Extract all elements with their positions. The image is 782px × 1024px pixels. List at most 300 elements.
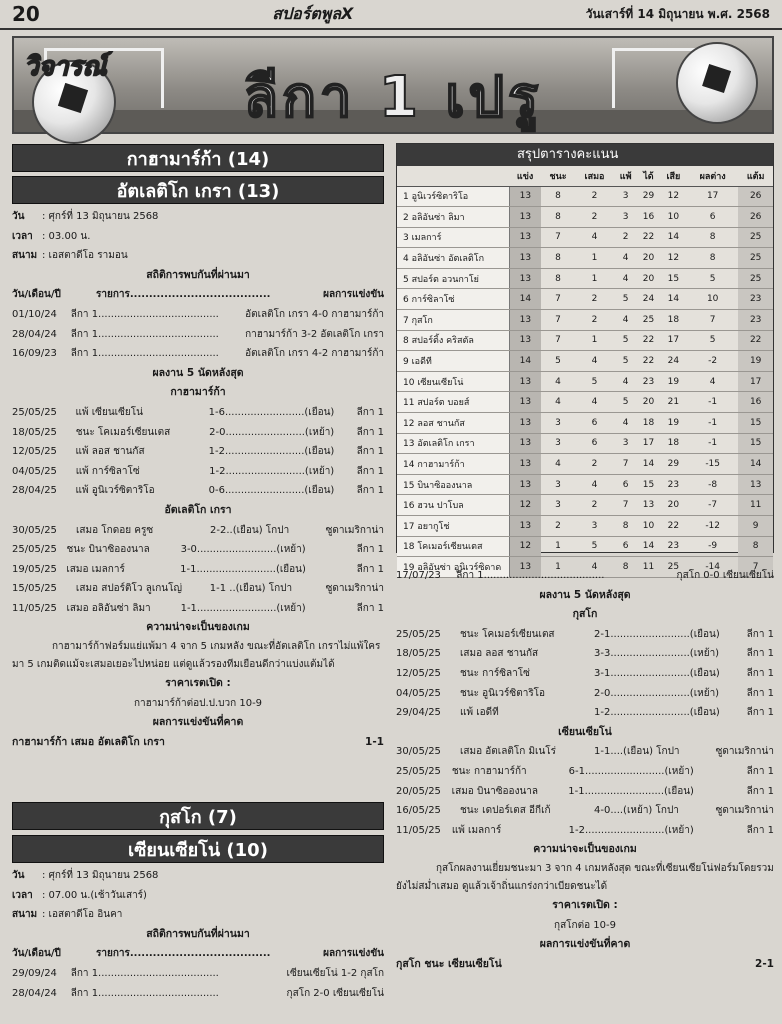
- stat-cell: 13: [509, 227, 541, 248]
- form-result: แพ้ การ์ซิลาโซ่: [75, 465, 140, 477]
- form-date: 04/05/25: [12, 465, 57, 477]
- stat-cell: 4: [614, 310, 637, 331]
- page-header: [0, 0, 782, 30]
- form-team-name: กาฮามาร์ก้า: [170, 386, 226, 399]
- stat-cell: 4: [687, 371, 738, 392]
- team-name: 3 เมลการ์: [397, 227, 509, 248]
- form-date: 30/05/25: [396, 746, 441, 758]
- stat-cell: -8: [687, 474, 738, 495]
- match2-away-title: เซียนเซียโน่ (10): [12, 835, 384, 863]
- form-score: 3-3.........................(เหย้า): [594, 648, 720, 660]
- stat-cell: 14: [637, 454, 660, 475]
- col-lost: แพ้: [614, 166, 637, 186]
- stat-cell: 7: [541, 310, 575, 331]
- standings-row: [397, 310, 773, 331]
- h2h-row: [12, 325, 384, 345]
- form-row: [396, 742, 774, 762]
- form-date: 12/05/25: [396, 667, 441, 679]
- form-row: [12, 540, 384, 560]
- h2h-title: สถิติการพบกันที่ผ่านมา: [146, 927, 250, 940]
- form-comp: ลีกา 1: [356, 563, 384, 575]
- stat-cell: 14: [660, 289, 687, 310]
- form-score: 1-1.........................(เยือน): [568, 785, 694, 797]
- form-result: แพ้ เอดีที: [460, 707, 499, 719]
- stat-cell: 4: [575, 351, 614, 372]
- form-score: 3-1.........................(เยือน): [594, 667, 720, 679]
- stat-cell: 2: [575, 310, 614, 331]
- stat-cell: 13: [738, 474, 773, 495]
- form-result: เสมอ อลิอันซ่า ลิมา: [66, 602, 151, 614]
- h2h-row: [12, 344, 384, 364]
- stat-cell: 5: [575, 536, 614, 557]
- stat-cell: 4: [614, 413, 637, 434]
- form-result: แพ้ อูนิเวร์ซิตาริโอ: [75, 485, 155, 497]
- odds-title: ราคาเรตเปิด :: [165, 677, 231, 690]
- standings-row: [397, 268, 773, 289]
- venue-label: สนาม: [12, 909, 38, 921]
- match-time: : 03.00 น.: [42, 230, 91, 242]
- form-comp: ลีกา 1: [356, 465, 384, 477]
- form-row: [396, 644, 774, 664]
- form-score: 1-1 ..(เยือน) โกปา: [209, 583, 293, 595]
- form-comp: ซูดาเมริกาน่า: [715, 746, 774, 758]
- stat-cell: 3: [614, 186, 637, 207]
- form-date: 18/05/25: [396, 648, 441, 660]
- form-score: 1-2.........................(เยือน): [208, 446, 335, 458]
- stat-cell: 8: [541, 186, 575, 207]
- form-score: 4-0....(เหย้า) โกปา: [594, 805, 679, 817]
- match-venue: : เอสตาดีโอ อินคา: [42, 909, 123, 921]
- stat-cell: 7: [614, 495, 637, 516]
- h2h-comp: ลีกา 1......................................: [70, 967, 219, 979]
- form-result: เสมอ เมลการ์: [66, 563, 125, 575]
- team-name: 9 เอดีที: [397, 351, 509, 372]
- form-row: [12, 599, 384, 619]
- stat-cell: 5: [541, 351, 575, 372]
- stat-cell: 8: [541, 248, 575, 269]
- stat-cell: 3: [541, 413, 575, 434]
- stat-cell: 20: [637, 248, 660, 269]
- form-date: 19/05/25: [12, 563, 57, 575]
- stat-cell: 10: [660, 207, 687, 228]
- stat-cell: 13: [509, 474, 541, 495]
- form-comp: ลีกา 1: [356, 544, 384, 556]
- stat-cell: 4: [575, 227, 614, 248]
- stat-cell: 1: [575, 268, 614, 289]
- form-score: 1-1....(เยือน) โกปา: [594, 746, 680, 758]
- form-date: 25/05/25: [12, 544, 57, 556]
- h2h-col-comp: รายการ.....................................: [96, 289, 271, 301]
- stat-cell: 1: [541, 536, 575, 557]
- day-label: วัน: [12, 211, 25, 222]
- stat-cell: 3: [541, 474, 575, 495]
- form-result: ชนะ การ์ซิลาโซ่: [460, 667, 530, 679]
- stat-cell: 25: [660, 557, 687, 578]
- form-result: แพ้ ลอส ชานกัส: [75, 446, 145, 458]
- form-date: 11/05/25: [396, 824, 441, 836]
- stat-cell: 14: [660, 227, 687, 248]
- match-venue: : เอสตาดีโอ รามอน: [42, 250, 128, 262]
- team-name: 10 เซียนเซียโน่: [397, 371, 509, 392]
- stat-cell: 4: [541, 454, 575, 475]
- stat-cell: 26: [738, 186, 773, 207]
- form-score: 1-1.........................(เยือน): [180, 563, 306, 575]
- h2h-date: 28/04/24: [12, 987, 57, 999]
- stat-cell: 24: [637, 289, 660, 310]
- match2-details: [12, 866, 384, 1003]
- prediction-title: ผลการแข่งขันที่คาด: [152, 716, 244, 729]
- stat-cell: 15: [738, 413, 773, 434]
- form-comp: ลีกา 1: [746, 824, 774, 836]
- stat-cell: 5: [614, 392, 637, 413]
- form-date: 28/04/25: [12, 485, 57, 497]
- stat-cell: 2: [614, 227, 637, 248]
- form-comp: ลีกา 1: [746, 628, 774, 640]
- stat-cell: 12: [509, 536, 541, 557]
- col-team: [397, 166, 509, 186]
- stat-cell: 13: [509, 207, 541, 228]
- form-score: 2-0.........................(เหย้า): [594, 687, 720, 699]
- form-title: ผลงาน 5 นัดหลังสุด: [152, 366, 244, 379]
- stat-cell: 6: [614, 536, 637, 557]
- form-team-name: อัตเลติโก เกรา: [164, 503, 232, 516]
- form-date: 25/05/25: [396, 628, 441, 640]
- stat-cell: 25: [637, 310, 660, 331]
- form-row: [396, 703, 774, 723]
- stat-cell: 19: [660, 413, 687, 434]
- h2h-comp: ลีกา 1......................................: [456, 570, 605, 581]
- form-team-name: กุสโก: [572, 608, 598, 621]
- stat-cell: 6: [614, 474, 637, 495]
- match-day: : ศุกร์ที่ 13 มิถุนายน 2568: [42, 211, 159, 222]
- form-score: 0-6.........................(เยือน): [208, 485, 335, 497]
- stat-cell: 25: [738, 268, 773, 289]
- h2h-date: 17/07/23: [396, 570, 441, 581]
- standings-row: [397, 474, 773, 495]
- stat-cell: 10: [687, 289, 738, 310]
- form-score: 1-2.........................(เยือน): [594, 707, 720, 719]
- stat-cell: 11: [738, 495, 773, 516]
- form-row: [12, 521, 384, 541]
- stat-cell: 7: [541, 227, 575, 248]
- stat-cell: 5: [614, 330, 637, 351]
- stat-cell: 6: [575, 413, 614, 434]
- stat-cell: -9: [687, 536, 738, 557]
- stat-cell: 23: [637, 371, 660, 392]
- form-comp: ลีกา 1: [746, 648, 774, 660]
- stat-cell: 3: [541, 433, 575, 454]
- stat-cell: 8: [738, 536, 773, 557]
- stat-cell: 7: [738, 557, 773, 578]
- stat-cell: 4: [614, 371, 637, 392]
- form-date: 16/05/25: [396, 805, 441, 817]
- standings-row: [397, 248, 773, 269]
- stat-cell: 17: [637, 433, 660, 454]
- form-row: [396, 664, 774, 684]
- team-name: 1 อูนิเวร์ซิตาริโอ: [397, 186, 509, 207]
- stat-cell: 13: [509, 557, 541, 578]
- stat-cell: 7: [541, 330, 575, 351]
- stat-cell: 17: [687, 186, 738, 207]
- stat-cell: 17: [738, 371, 773, 392]
- stat-cell: 22: [637, 330, 660, 351]
- form-comp: ลีกา 1: [356, 446, 384, 458]
- form-comp: ลีกา 1: [356, 602, 384, 614]
- standings-table: [396, 143, 774, 573]
- h2h-row: [12, 964, 384, 984]
- stat-cell: 2: [575, 495, 614, 516]
- standings-row: [397, 454, 773, 475]
- stat-cell: 1: [575, 248, 614, 269]
- col-for: ได้: [637, 166, 660, 186]
- stat-cell: 8: [687, 227, 738, 248]
- banner-subtitle: วิจารณ์: [24, 52, 107, 82]
- h2h-score: อัตเลติโก เกรา 4-2 กาฮามาร์ก้า: [245, 348, 384, 360]
- h2h-row: [12, 984, 384, 1004]
- team-name: 13 อัตเลติโก เกรา: [397, 433, 509, 454]
- standings-row: [397, 495, 773, 516]
- h2h-col-result: ผลการแข่งขัน: [323, 289, 384, 301]
- stat-cell: 25: [738, 248, 773, 269]
- odds-title: ราคาเรตเปิด :: [552, 898, 618, 911]
- h2h-col-comp: รายการ.....................................: [96, 948, 271, 960]
- form-score: 1-2.........................(เหย้า): [568, 824, 694, 836]
- form-comp: ซูดาเมริกาน่า: [325, 583, 384, 595]
- prediction-text: กาฮามาร์ก้า เสมอ อัตเลติโก เกรา: [12, 735, 165, 748]
- standings-row: [397, 186, 773, 207]
- stat-cell: 22: [637, 351, 660, 372]
- match2-details-cont: [396, 566, 774, 974]
- standings-row: [397, 413, 773, 434]
- stat-cell: 8: [614, 516, 637, 537]
- stat-cell: -7: [687, 495, 738, 516]
- prediction-row: [396, 955, 774, 975]
- stat-cell: 13: [509, 248, 541, 269]
- stat-cell: 16: [637, 207, 660, 228]
- stat-cell: 3: [614, 433, 637, 454]
- team-name: 14 กาฮามาร์ก้า: [397, 454, 509, 475]
- stat-cell: 13: [509, 392, 541, 413]
- stat-cell: 4: [614, 268, 637, 289]
- stat-cell: 12: [509, 495, 541, 516]
- stat-cell: 20: [637, 268, 660, 289]
- stat-cell: 23: [738, 310, 773, 331]
- stat-cell: 22: [637, 227, 660, 248]
- h2h-score: กุสโก 2-0 เซียนเซียโน่: [286, 987, 384, 999]
- stat-cell: 18: [637, 413, 660, 434]
- page-number: 20: [12, 2, 40, 26]
- stat-cell: 6: [687, 207, 738, 228]
- form-date: 25/05/25: [12, 406, 57, 418]
- match1-away-title: อัตเลติโก เกรา (13): [12, 176, 384, 204]
- standings-row: [397, 207, 773, 228]
- stat-cell: 2: [575, 186, 614, 207]
- standings-row: [397, 371, 773, 392]
- form-result: ชนะ กาฮามาร์ก้า: [451, 765, 527, 777]
- stat-cell: 13: [509, 454, 541, 475]
- prediction-row: [12, 733, 384, 753]
- stat-cell: 13: [509, 310, 541, 331]
- stat-cell: 13: [509, 330, 541, 351]
- stat-cell: 7: [614, 454, 637, 475]
- form-row: [12, 579, 384, 599]
- stat-cell: 14: [509, 351, 541, 372]
- form-date: 15/05/25: [12, 583, 57, 595]
- h2h-header: [12, 285, 384, 305]
- form-comp: ลีกา 1: [746, 785, 774, 797]
- h2h-score: กาฮามาร์ก้า 3-2 อัตเลติโก เกรา: [245, 328, 384, 340]
- brand-logo: สปอร์ตพูลX: [272, 3, 354, 23]
- h2h-col-result: ผลการแข่งขัน: [323, 948, 384, 960]
- col-diff: ผลต่าง: [687, 166, 738, 186]
- time-label: เวลา: [12, 230, 33, 242]
- stat-cell: 12: [660, 248, 687, 269]
- match-day: : ศุกร์ที่ 13 มิถุนายน 2568: [42, 870, 159, 881]
- stat-cell: 29: [660, 454, 687, 475]
- section-banner: [12, 36, 774, 134]
- stat-cell: 10: [637, 516, 660, 537]
- prediction-title: ผลการแข่งขันที่คาด: [539, 938, 631, 951]
- stat-cell: -14: [687, 557, 738, 578]
- form-score: 2-0.........................(เหย้า): [209, 426, 335, 438]
- h2h-col-date: วัน/เดือน/ปี: [12, 289, 61, 301]
- stat-cell: 13: [509, 516, 541, 537]
- stat-cell: 14: [509, 289, 541, 310]
- stat-cell: 15: [637, 474, 660, 495]
- stat-cell: 5: [687, 330, 738, 351]
- h2h-score: เซียนเซียโน่ 1-2 กุสโก: [286, 967, 384, 979]
- match1-details: [12, 207, 384, 752]
- form-score: 6-1.........................(เหย้า): [568, 765, 694, 777]
- stat-cell: 23: [738, 289, 773, 310]
- match2-home-title: กุสโก (7): [12, 802, 384, 830]
- stat-cell: 8: [541, 268, 575, 289]
- form-row: [12, 442, 384, 462]
- form-score: 3-0.........................(เหย้า): [180, 544, 306, 556]
- probability-title: ความน่าจะเป็นของเกม: [533, 843, 637, 856]
- form-result: เสมอ อัตเลติโก มิเนโร่: [460, 746, 557, 758]
- form-result: เสมอ โกดอย ครูซ: [76, 524, 154, 536]
- stat-cell: 4: [614, 248, 637, 269]
- form-row: [12, 560, 384, 580]
- stat-cell: 4: [575, 392, 614, 413]
- stat-cell: 26: [738, 207, 773, 228]
- stat-cell: 8: [614, 557, 637, 578]
- form-result: เสมอ ลอส ชานกัส: [460, 648, 539, 660]
- stat-cell: 5: [687, 268, 738, 289]
- h2h-date: 16/09/23: [12, 348, 57, 360]
- stat-cell: 22: [660, 516, 687, 537]
- stat-cell: 5: [575, 371, 614, 392]
- stat-cell: 21: [660, 392, 687, 413]
- form-row: [396, 684, 774, 704]
- stat-cell: 25: [738, 227, 773, 248]
- team-name: 16 ฮวน ปาโบล: [397, 495, 509, 516]
- stat-cell: 19: [660, 371, 687, 392]
- col-points: แต้ม: [738, 166, 773, 186]
- stat-cell: 2: [575, 454, 614, 475]
- form-score: 2-1.........................(เยือน): [594, 628, 720, 640]
- stat-cell: 13: [509, 413, 541, 434]
- stat-cell: 7: [687, 310, 738, 331]
- prediction-score: 2-1: [755, 957, 774, 970]
- stat-cell: 12: [660, 186, 687, 207]
- col-drawn: เสมอ: [575, 166, 614, 186]
- form-date: 12/05/25: [12, 446, 57, 458]
- team-name: 18 โคเมอร์เซียนเตส: [397, 536, 509, 557]
- standings-row: [397, 289, 773, 310]
- stat-cell: -2: [687, 351, 738, 372]
- odds-value: กุสโกต่อ 10-9: [554, 919, 616, 931]
- stat-cell: 4: [541, 371, 575, 392]
- form-date: 25/05/25: [396, 765, 441, 777]
- stat-cell: 3: [541, 495, 575, 516]
- team-name: 5 สปอร์ต อวนกาโย่: [397, 268, 509, 289]
- venue-label: สนาม: [12, 250, 38, 262]
- stat-cell: 16: [738, 392, 773, 413]
- standings-row: [397, 516, 773, 537]
- form-result: เสมอ สปอร์ติโว ลูเกนโญ่: [75, 583, 183, 595]
- standings-row: [397, 227, 773, 248]
- h2h-date: 29/09/24: [12, 967, 57, 979]
- stat-cell: -12: [687, 516, 738, 537]
- stat-cell: 24: [660, 351, 687, 372]
- form-result: ชนะ บินาซิอองนาล: [66, 544, 150, 556]
- stat-cell: 15: [738, 433, 773, 454]
- h2h-comp: ลีกา 1......................................: [70, 348, 219, 360]
- stat-cell: 23: [660, 536, 687, 557]
- team-name: 8 สปอร์ติ้ง คริสตัล: [397, 330, 509, 351]
- form-date: 30/05/25: [12, 524, 57, 536]
- form-score: 2-2..(เยือน) โกปา: [210, 524, 290, 536]
- stat-cell: 2: [575, 289, 614, 310]
- form-row: [396, 801, 774, 821]
- match-time: : 07.00 น.(เช้าวันเสาร์): [42, 889, 147, 901]
- standings-title: สรุปตารางคะแนน: [397, 144, 773, 166]
- stat-cell: 18: [660, 310, 687, 331]
- team-name: 11 สปอร์ต บอยส์: [397, 392, 509, 413]
- stat-cell: 13: [509, 186, 541, 207]
- stat-cell: -15: [687, 454, 738, 475]
- team-name: 17 อยากูโช่: [397, 516, 509, 537]
- issue-date: วันเสาร์ที่ 14 มิถุนายน พ.ศ. 2568: [585, 6, 770, 21]
- stat-cell: 8: [687, 248, 738, 269]
- h2h-comp: ลีกา 1......................................: [70, 987, 219, 999]
- form-score: 1-6.........................(เยือน): [208, 406, 335, 418]
- stat-cell: 13: [509, 268, 541, 289]
- standings-grid: [397, 166, 773, 578]
- stat-cell: 14: [637, 536, 660, 557]
- stat-cell: 1: [575, 330, 614, 351]
- form-comp: ซูดาเมริกาน่า: [325, 524, 384, 536]
- probability-text: กุสโกผลงานเยี่ยมชนะมา 3 จาก 4 เกมหลังสุด ขณะที่เซียนเซียโน่ฟอร์มโดยรวมยังไม่สม่ำเสมอ ดูแล้วเจ้าถิ่นแกร่งกว่าเบียดชนะได้: [396, 862, 774, 892]
- team-name: 7 กุสโก: [397, 310, 509, 331]
- form-date: 11/05/25: [12, 602, 57, 614]
- h2h-score: อัตเลติโก เกรา 4-0 กาฮามาร์ก้า: [245, 308, 384, 320]
- h2h-header: [12, 944, 384, 964]
- form-date: 18/05/25: [12, 426, 57, 438]
- form-result: ชนะ เดปอร์เตส อีกีเก้: [460, 805, 551, 817]
- form-score: 1-2.........................(เหย้า): [209, 465, 335, 477]
- h2h-comp: ลีกา 1......................................: [70, 328, 219, 340]
- form-row: [12, 481, 384, 501]
- stat-cell: 13: [509, 433, 541, 454]
- stat-cell: 11: [637, 557, 660, 578]
- h2h-date: 28/04/24: [12, 328, 57, 340]
- stat-cell: 9: [738, 516, 773, 537]
- standings-row: [397, 536, 773, 557]
- form-row: [12, 423, 384, 443]
